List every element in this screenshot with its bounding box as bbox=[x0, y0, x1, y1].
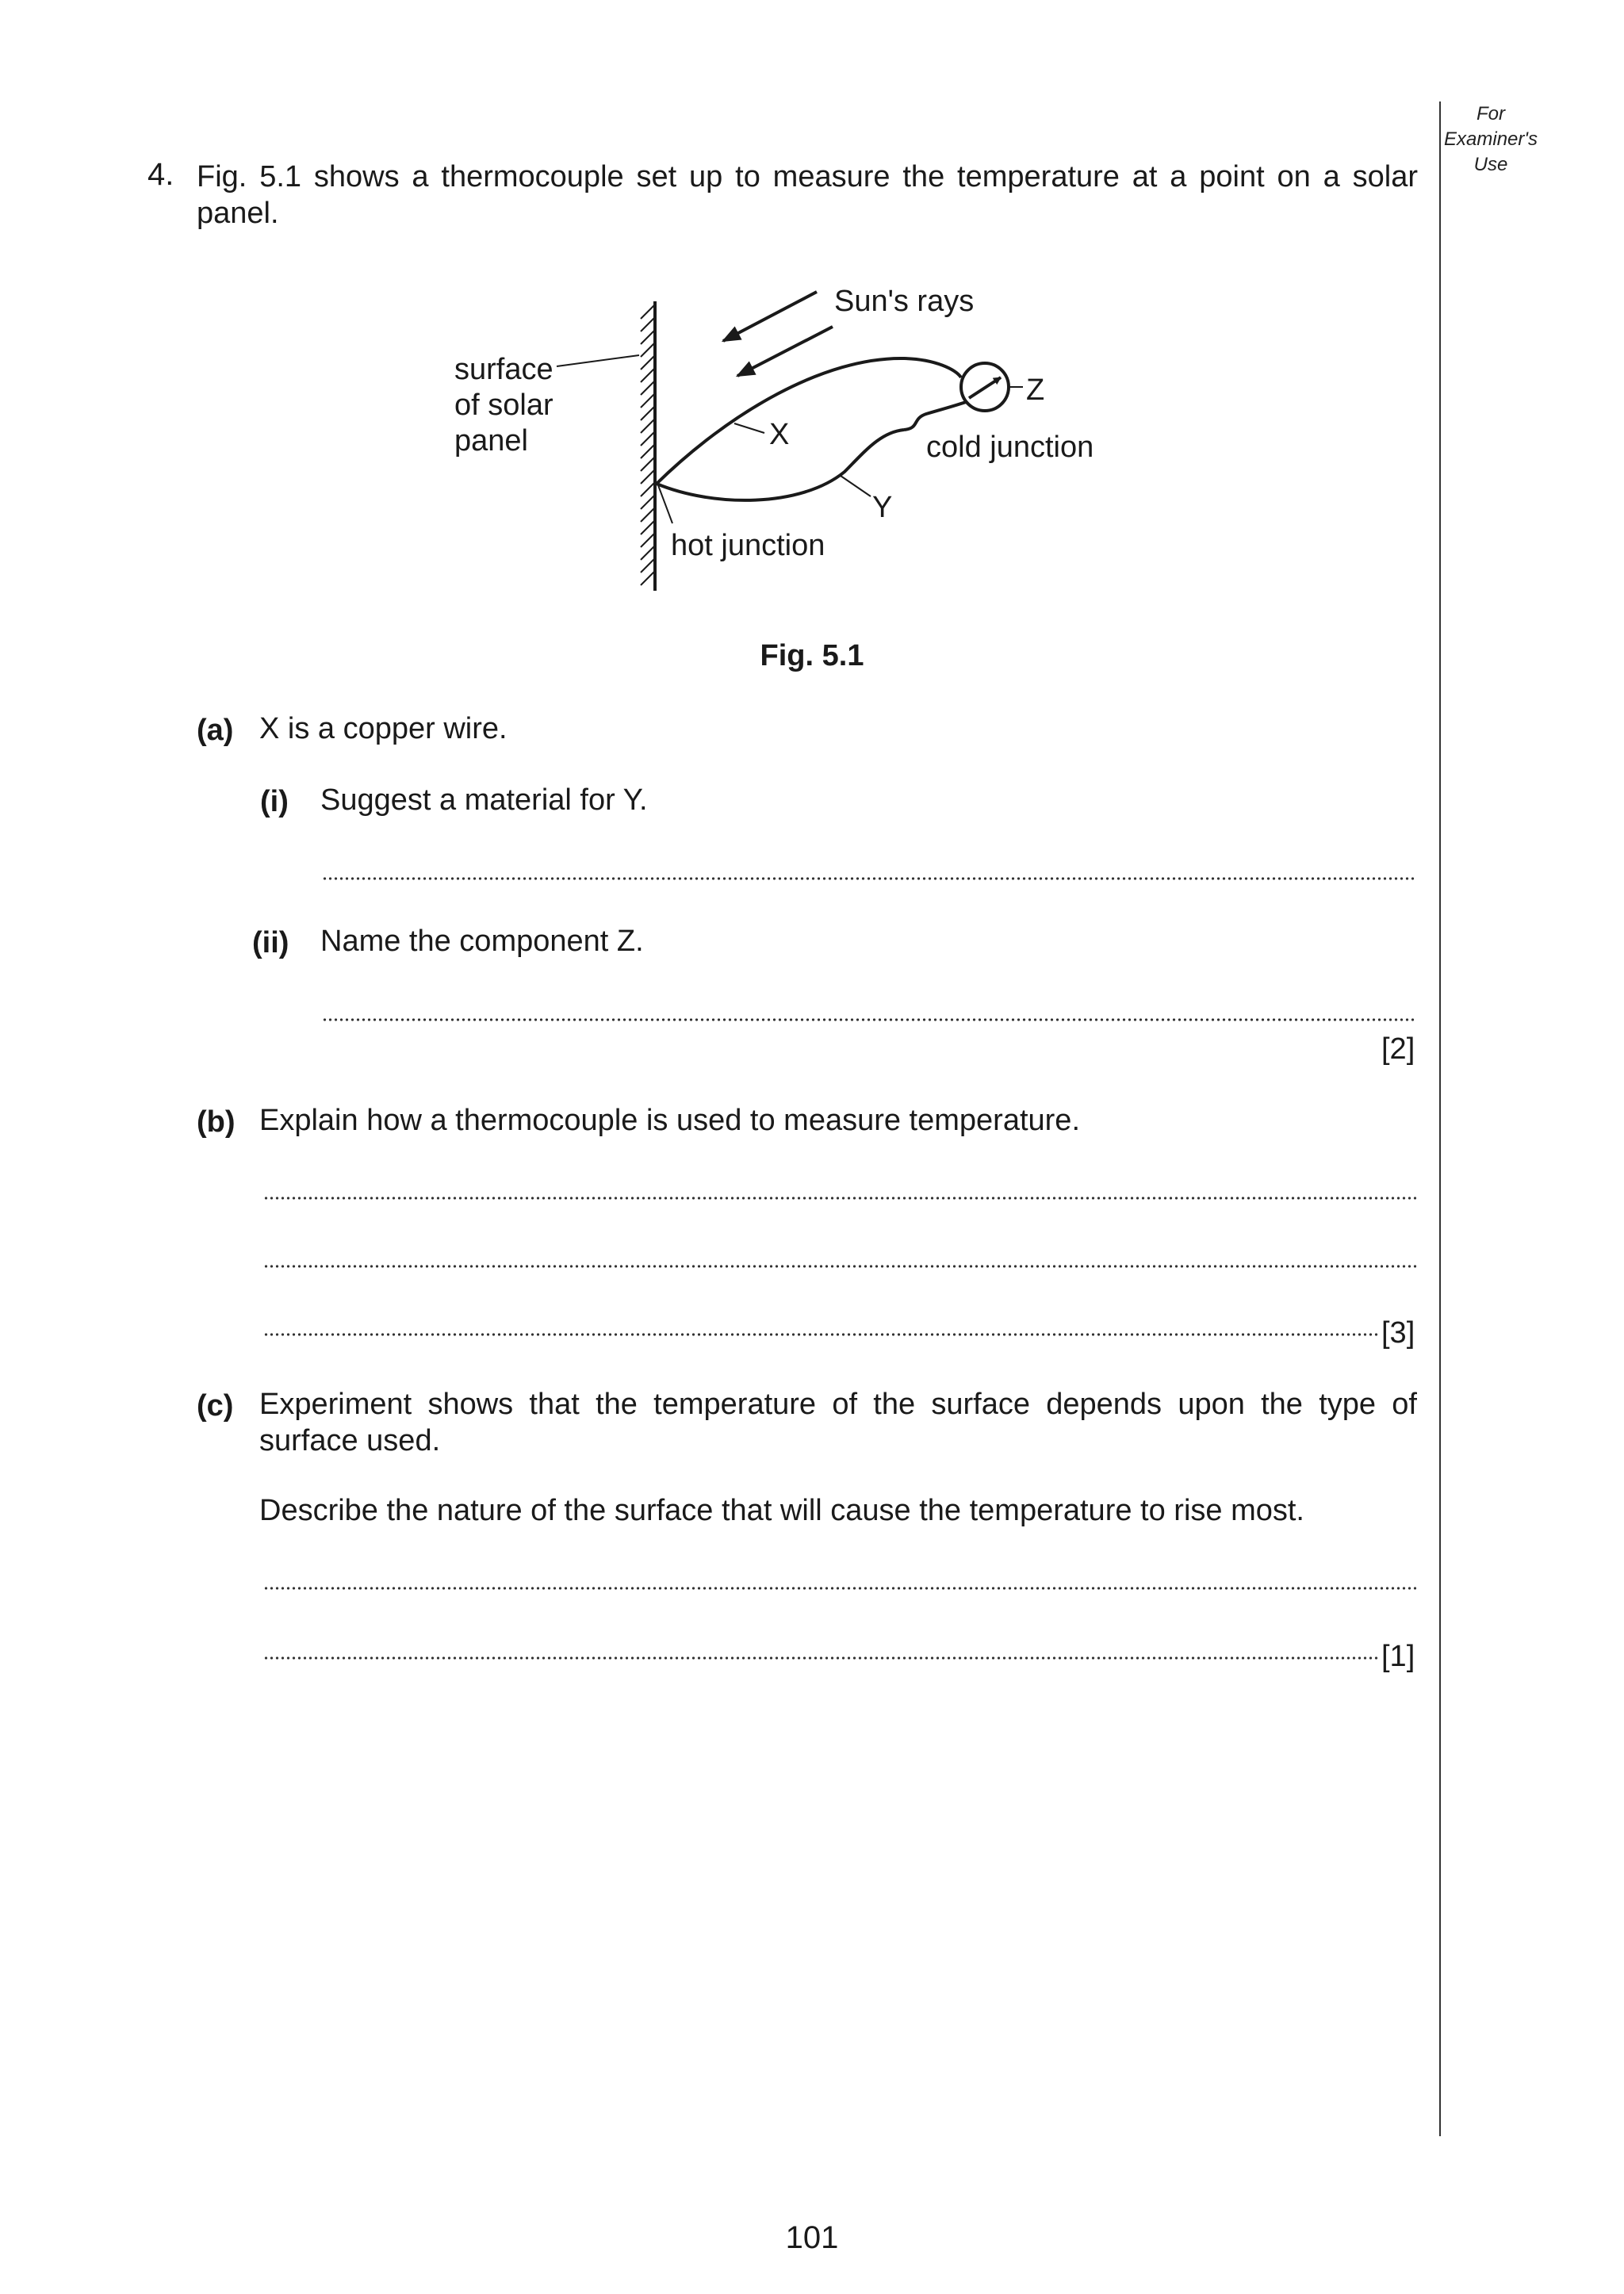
question-stem: Fig. 5.1 shows a thermocouple set up to measure the temperature at a point on a solar panel. bbox=[197, 160, 1418, 230]
surface-leader-line bbox=[557, 355, 639, 366]
meter-z bbox=[961, 363, 1023, 411]
page-number: 101 bbox=[785, 2220, 839, 2255]
answer-line-b-1[interactable] bbox=[263, 1196, 1416, 1201]
label-surface-1: surface bbox=[454, 353, 553, 386]
part-a-i-text: Suggest a material for Y. bbox=[320, 783, 648, 817]
examiner-note-line2: Examiner's bbox=[1444, 128, 1538, 150]
y-leader-line bbox=[841, 476, 871, 496]
label-suns-rays: Sun's rays bbox=[834, 285, 975, 318]
marks-c: [1] bbox=[1381, 1640, 1415, 1673]
answer-line-a-i[interactable] bbox=[322, 876, 1416, 881]
label-surface-2: of solar bbox=[454, 389, 553, 422]
examiner-note-line1: For bbox=[1477, 103, 1505, 124]
marks-b: [3] bbox=[1381, 1316, 1415, 1350]
label-z: Z bbox=[1026, 373, 1045, 407]
sun-ray-arrow-2 bbox=[737, 327, 833, 376]
part-b-text: Explain how a thermocouple is used to measure temperature. bbox=[259, 1104, 1080, 1137]
solar-panel-surface bbox=[641, 301, 655, 591]
answer-line-a-ii[interactable] bbox=[322, 1017, 1416, 1022]
thermocouple-diagram bbox=[0, 0, 1624, 618]
examiner-note-line3: Use bbox=[1473, 154, 1508, 175]
figure-caption: Fig. 5.1 bbox=[760, 639, 864, 672]
label-x: X bbox=[769, 418, 790, 451]
x-leader-line bbox=[734, 423, 764, 433]
part-a-i-label: (i) bbox=[260, 785, 289, 818]
answer-line-c-1[interactable] bbox=[263, 1586, 1416, 1591]
part-c-text2: Describe the nature of the surface that will cause the temperature to rise most. bbox=[259, 1494, 1304, 1527]
part-a-text: X is a copper wire. bbox=[259, 712, 508, 745]
part-c-label: (c) bbox=[197, 1389, 234, 1423]
answer-line-b-3[interactable] bbox=[263, 1332, 1380, 1337]
part-b-label: (b) bbox=[197, 1105, 236, 1139]
label-y: Y bbox=[872, 491, 893, 524]
answer-line-c-2[interactable] bbox=[263, 1656, 1380, 1660]
label-hot-junction: hot junction bbox=[671, 529, 825, 562]
part-c-text: Experiment shows that the temperature of the surface depends upon the type of surface used. bbox=[259, 1388, 1417, 1457]
label-surface-3: panel bbox=[454, 424, 528, 458]
label-cold-junction: cold junction bbox=[926, 431, 1094, 464]
marks-a: [2] bbox=[1381, 1032, 1415, 1066]
sun-ray-arrow-1 bbox=[723, 292, 817, 341]
part-a-ii-text: Name the component Z. bbox=[320, 925, 644, 958]
answer-line-b-2[interactable] bbox=[263, 1264, 1416, 1269]
question-number: 4. bbox=[147, 157, 174, 192]
hot-junction-leader-line bbox=[658, 485, 672, 523]
part-a-ii-label: (ii) bbox=[252, 926, 289, 959]
part-a-label: (a) bbox=[197, 714, 234, 747]
